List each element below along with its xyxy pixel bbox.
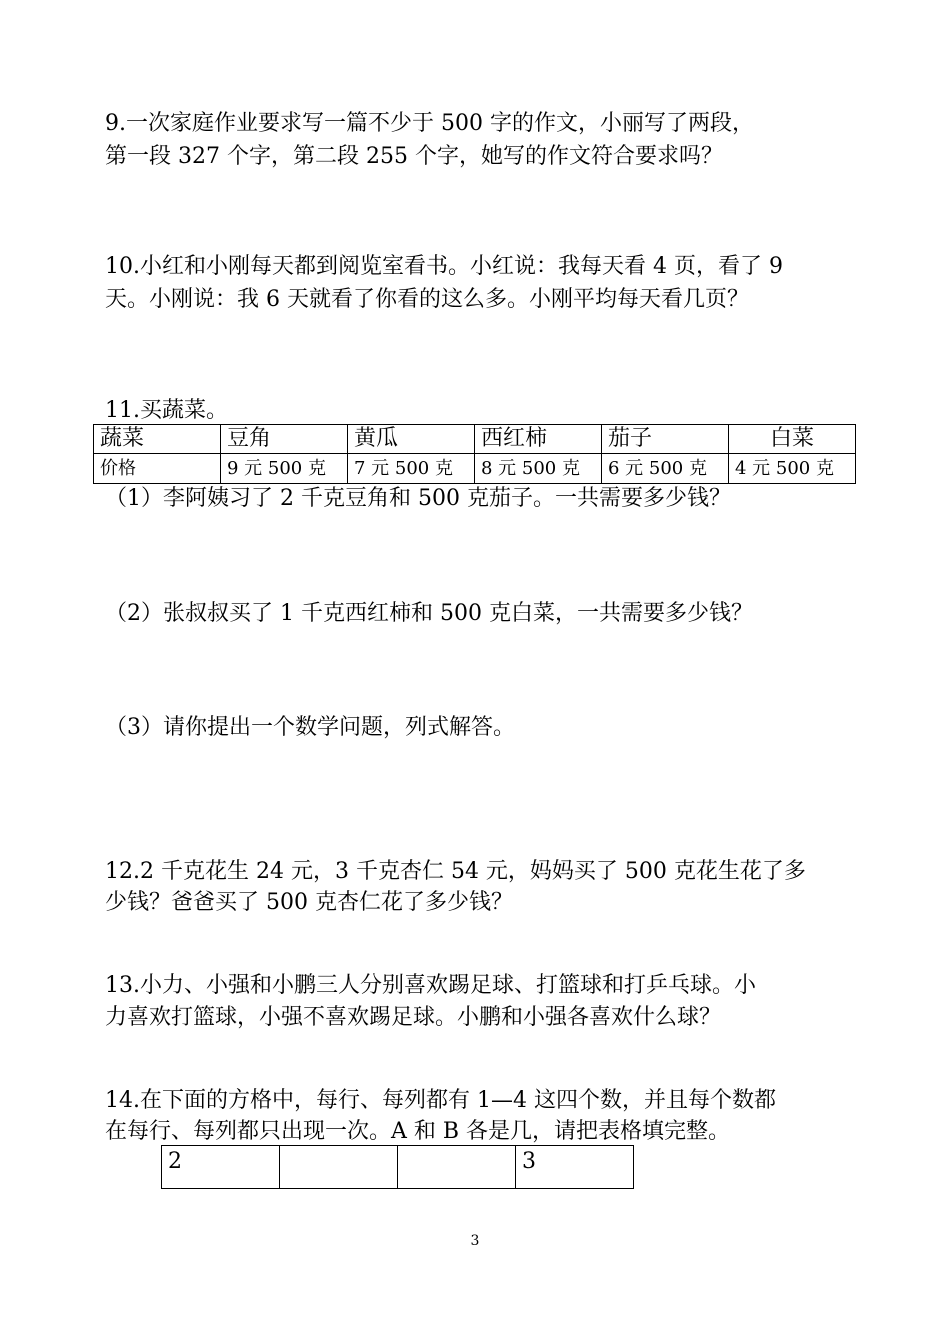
grid-cell[interactable] bbox=[280, 1146, 398, 1189]
table-cell: 西红柿 bbox=[475, 425, 602, 454]
question-9-line-2: 第一段 327 个字，第二段 255 个字，她写的作文符合要求吗？ bbox=[105, 144, 723, 169]
question-14-line-1: 14.在下面的方格中，每行、每列都有 1—4 这四个数，并且每个数都 bbox=[105, 1088, 776, 1113]
question-12-line-2: 少钱？爸爸买了 500 克杏仁花了多少钱？ bbox=[105, 890, 513, 915]
table-cell: 8 元 500 克 bbox=[475, 454, 602, 484]
grid-row bbox=[162, 1146, 634, 1189]
table-cell: 白菜 bbox=[729, 425, 856, 454]
vegetable-price-table bbox=[93, 424, 856, 484]
table-cell: 豆角 bbox=[221, 425, 348, 454]
table-cell: 茄子 bbox=[602, 425, 729, 454]
table-cell: 9 元 500 克 bbox=[221, 454, 348, 484]
table-cell: 蔬菜 bbox=[94, 425, 221, 454]
question-10-line-2: 天。小刚说：我 6 天就看了你看的这么多。小刚平均每天看几页？ bbox=[105, 287, 749, 312]
page-number: 3 bbox=[470, 1233, 480, 1249]
number-grid bbox=[161, 1145, 634, 1189]
question-11-part-3: （3）请你提出一个数学问题，列式解答。 bbox=[105, 715, 515, 740]
table-cell: 7 元 500 克 bbox=[348, 454, 475, 484]
question-11-title: 11.买蔬菜。 bbox=[105, 398, 228, 423]
question-13-line-2: 力喜欢打篮球，小强不喜欢踢足球。小鹏和小强各喜欢什么球？ bbox=[105, 1005, 722, 1030]
grid-cell[interactable]: 2 bbox=[162, 1146, 280, 1189]
table-cell: 价格 bbox=[94, 454, 221, 484]
table-cell: 6 元 500 克 bbox=[602, 454, 729, 484]
grid-cell[interactable] bbox=[398, 1146, 516, 1189]
table-cell: 4 元 500 克 bbox=[729, 454, 856, 484]
question-11-part-1: （1）李阿姨习了 2 千克豆角和 500 克茄子。一共需要多少钱？ bbox=[105, 486, 731, 511]
question-10-line-1: 10.小红和小刚每天都到阅览室看书。小红说：我每天看 4 页，看了 9 bbox=[105, 254, 783, 279]
question-13-line-1: 13.小力、小强和小鹏三人分别喜欢踢足球、打篮球和打乒乓球。小 bbox=[105, 973, 756, 998]
question-14-line-2: 在每行、每列都只出现一次。A 和 B 各是几，请把表格填完整。 bbox=[105, 1119, 731, 1144]
vegetable-name-row bbox=[94, 425, 856, 454]
question-12-line-1: 12.2 千克花生 24 元，3 千克杏仁 54 元，妈妈买了 500 克花生花了多 bbox=[105, 859, 806, 884]
grid-cell[interactable]: 3 bbox=[516, 1146, 634, 1189]
table-cell: 黄瓜 bbox=[348, 425, 475, 454]
price-row bbox=[94, 454, 856, 484]
question-9-line-1: 9.一次家庭作业要求写一篇不少于 500 字的作文，小丽写了两段， bbox=[105, 111, 754, 136]
question-11-part-2: （2）张叔叔买了 1 千克西红柿和 500 克白菜，一共需要多少钱？ bbox=[105, 601, 753, 626]
